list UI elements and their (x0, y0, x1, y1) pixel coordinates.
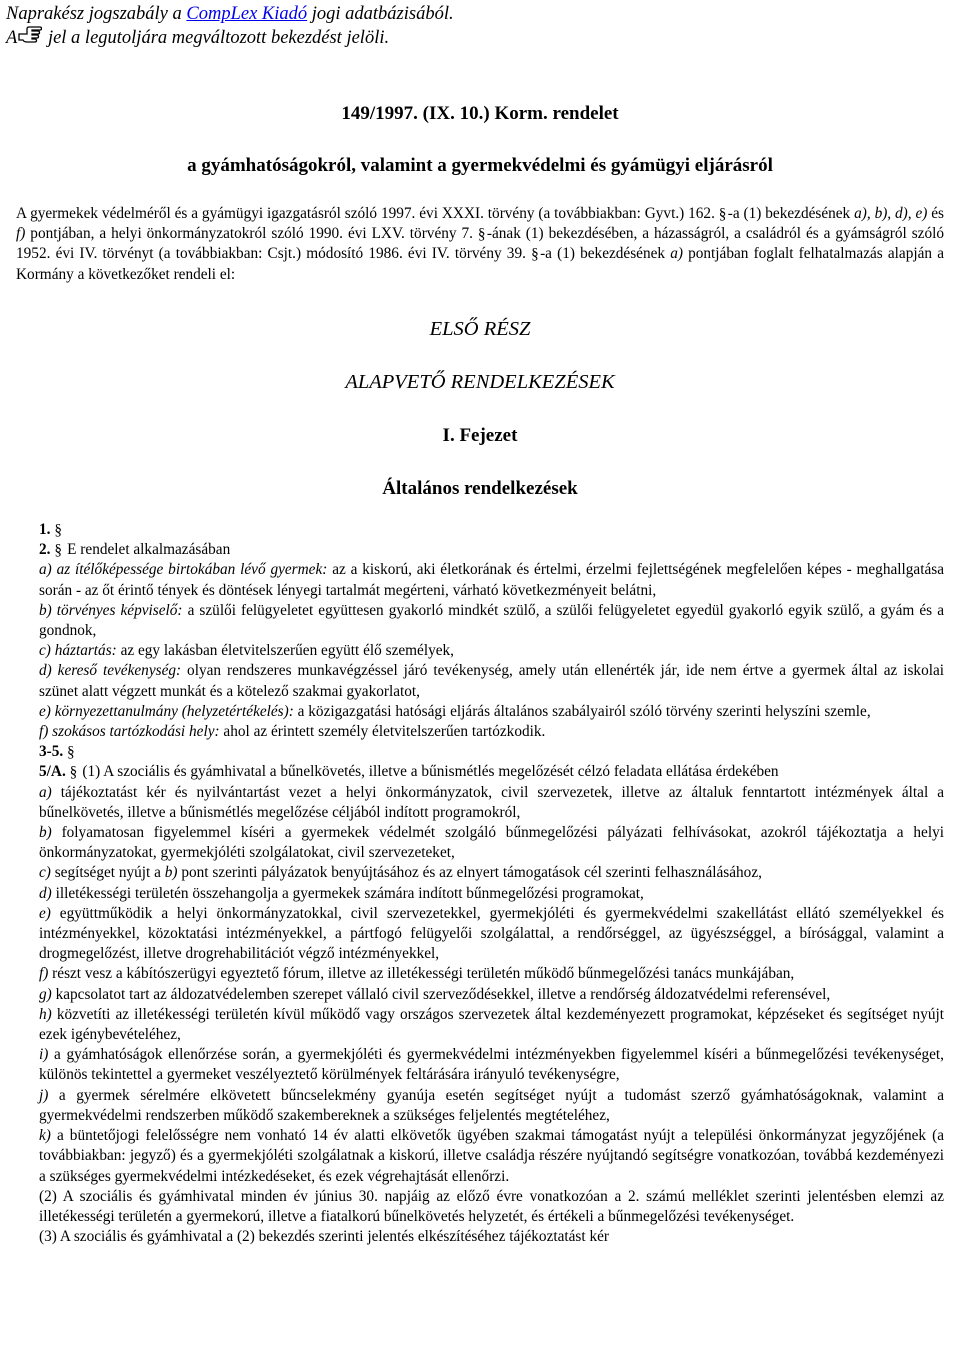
section-symbol: § (67, 744, 75, 762)
definition-d: d) kereső tevékenység: olyan rendszeres munkavégzéssel járó tevékenység, amely után ellenérték jár, ide nem értve a gyermek által az iskolai szünet alatt végzett munkát és a kötelező szakmai gyakorlatot, (39, 662, 945, 700)
point-a: a) tájékoztatást kér és nyilvántartást vezet a helyi önkormányzatok, civil szervezetek, illetve az általuk fenntartott intézmények által a bűnelkövetés, illetve a bűnismétlés megelőzése céljából indított programokról, (39, 783, 944, 821)
header-line-2: A jel a legutoljára megváltozott bekezdést jelöli. (6, 26, 454, 53)
point-h: h) közvetíti az illetékességi területén kívül működő vagy országos szervezetek által kezdeményezett programokat, képzéseket és segítséget nyújt ezek igénybevételéhez, (39, 1005, 944, 1044)
section-symbol: § (477, 226, 486, 244)
definition-a: a) az ítélőképessége birtokában lévő gyermek: az a kiskorú, aki életkorának és értelmi, érzelmi fejlettségének megfelelően képes - meghallgatása során - az őt érintő tények és döntések lényegi tartalmát megérteni, várható következményeit belátni, (39, 561, 944, 599)
point-i: i) a gyámhatóságok ellenőrzése során, a gyermekjóléti és gyermekvédelmi intézményekben figyelemmel kíséri a bűnmegelőzési tevékenységet, különös tekintettel a gyermeket veszélyeztető körülmények feltárására irányuló tevékenységre, (39, 1046, 944, 1084)
preamble: A gyermekek védelméről és a gyámügyi igazgatásról szóló 1997. évi XXXI. törvény (a továbbiakban: Gyvt.) 162. §-a (1) bekezdésének a), b), d), e) és f) pontjában, a helyi önkormányzatokról szóló 1990. évi LXV. törvény 7. §-ának (1) bekezdésében, a házasságról, a családról és a gyámságról szóló 1952. évi IV. törvényt (a továbbiakban: Csjt.) módosító 1986. évi IV. törvény 39. §-a (1) bekezdésének a) pontjában foglalt felhatalmazás alapján a Kormány a következőket rendeli el: (16, 205, 944, 283)
section-symbol: § (69, 764, 78, 782)
pointing-hand-icon (18, 26, 42, 53)
section-3-5: 3-5. § (39, 743, 75, 762)
definition-e: e) környezettanulmány (helyzetértékelés): a közigazgatási hatósági eljárás általános szabályairól szóló törvény szerinti helyszíni szemle, (39, 702, 871, 720)
paragraph-3: (3) A szociális és gyámhivatal a (2) bekezdés szerinti jelentés elkészítéséhez tájékoztatást kér (39, 1228, 609, 1246)
paragraph-2: (2) A szociális és gyámhivatal minden év június 30. napjáig az előző évre vonatkozóan a 2. számú melléklet szerinti jelentésben elemzi az illetékességi területén a gyermekorú, illetve a fiatalkorú bűnelkövetés helyzetét, és értékeli a bűnmegelőzési tevékenységet. (39, 1187, 944, 1225)
definition-c: c) háztartás: az egy lakásban életvitelszerűen együtt élő személyek, (39, 642, 454, 660)
section-5a: 5/A. § (1) A szociális és gyámhivatal a bűnelkövetés, illetve a bűnismétlés megelőzését célzó feladata ellátása érdekében (39, 763, 779, 782)
point-g: g) kapcsolatot tart az áldozatvédelemben szerepet vállaló civil szerveződésekkel, illetve a rendőrség áldozatvédelmi referensével, (39, 985, 831, 1003)
point-d: d) illetékességi területén összehangolja a gyermekek számára indított bűnmegelőzési programokat, (39, 884, 644, 902)
section-symbol: § (718, 206, 727, 223)
definition-b: b) törvényes képviselő: a szülői felügyeletet együttesen gyakorló mindkét szülő, a szülői felügyeletet egyedül gyakorló egyik szülő, a gyám és a gondnok, (39, 601, 944, 640)
section-symbol: § (54, 542, 62, 560)
chapter-heading: I. Fejezet (442, 425, 518, 446)
point-j: j) a gyermek sérelmére elkövetett bűncselekmény gyanúja esetén segítséget nyújt a tudomást szerző gyámhatóságoknak, valamint a gyermekvédelmi rendszerben működő szakembereknek a szükséges feljelentés megtételéhez, (39, 1086, 944, 1124)
point-b: b) folyamatosan figyelemmel kíséri a gyermekek védelmét szolgáló bűnmegelőzési pályázati felhívásokat, azokról tájékoztatja a helyi önkormányzatokat, gyermekjóléti szolgálatokat, civil szervezeteket, (39, 824, 944, 862)
point-c: c) segítséget nyújt a b) pont szerinti pályázatok benyújtásához és az elnyert támogatások cél szerinti felhasználásához, (39, 864, 762, 882)
section-1: 1. § (39, 521, 62, 539)
decree-number: 149/1997. (IX. 10.) Korm. rendelet (341, 103, 619, 124)
part-heading: ELSŐ RÉSZ (429, 318, 531, 340)
point-k: k) a büntetőjogi felelősségre nem vonható 14 év alatti elkövetők ügyében szakmai támogatást nyújt a települési önkormányzat jegyzőjének (a továbbiakban: jegyző) és a gyermekjóléti szolgálatnak a kiskorú, illetve családja részére nyújtandó segítségre vonatkozóan, továbbá kezdeményezi a szükséges gyermekvédelmi intézkedéseket, és ezek végrehajtását ellenőrzi. (39, 1127, 944, 1185)
chapter-title: Általános rendelkezések (382, 478, 578, 499)
definition-f: f) szokásos tartózkodási hely: ahol az érintett személy életvitelszerűen tartózkodik. (39, 723, 546, 741)
part-title: ALAPVETŐ RENDELKEZÉSEK (345, 371, 615, 393)
section-symbol: § (54, 522, 62, 539)
complex-kiado-link[interactable]: CompLex Kiadó (186, 4, 308, 24)
point-f: f) részt vesz a kábítószerügyi egyeztető fórum, illetve az illetékességi területén működő bűnmegelőzési tanács munkájában, (39, 965, 795, 983)
section-2: 2. § E rendelet alkalmazásában (39, 541, 231, 560)
header-notice (6, 2, 454, 53)
decree-subject: a gyámhatóságokról, valamint a gyermekvédelmi és gyámügyi eljárásról (187, 155, 773, 176)
point-e: e) együttműködik a helyi önkormányzatokkal, civil szervezetekkel, gyermekjóléti és gyermekvédelmi szakellátást ellátó személyekkel és intézményekkel, közoktatási intézményekkel, a pártfogó felügyelői szolgálattal, a rendőrséggel, az ügyészséggel, a bírósággal, valamint a drogmegelőzést, illetve drogrehabilitációt végző intézményekkel, (39, 904, 944, 963)
main-text (16, 520, 944, 1247)
header-line-1: Naprakész jogszabály a CompLex Kiadó jogi adatbázisából. (6, 4, 454, 24)
section-symbol: § (531, 246, 539, 264)
